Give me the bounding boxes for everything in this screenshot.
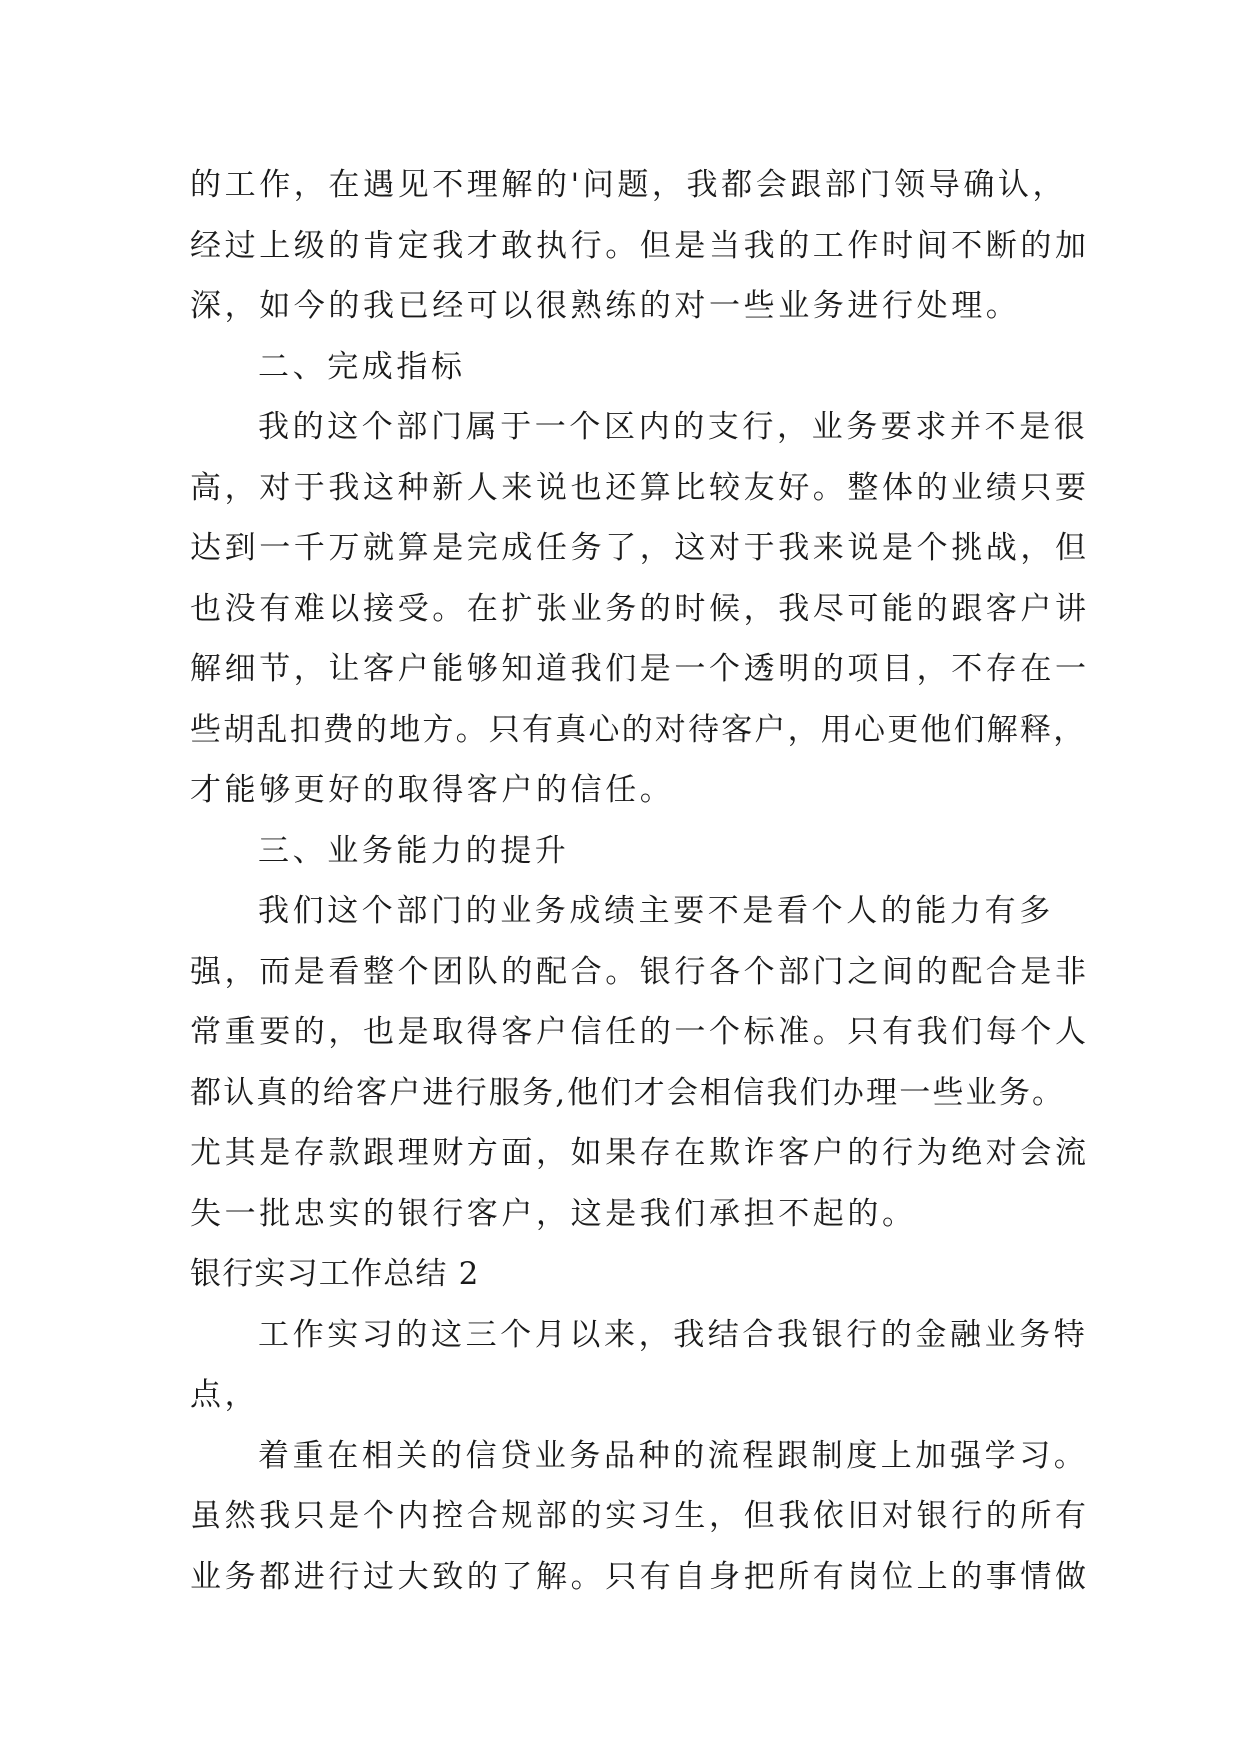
paragraph-line: 些胡乱扣费的地方。只有真心的对待客户，用心更他们解释， <box>190 711 1087 748</box>
paragraph-line: 虽然我只是个内控合规部的实习生，但我依旧对银行的所有 <box>190 1498 1090 1534</box>
paragraph-line: 工作实习的这三个月以来，我结合我银行的金融业务特 <box>258 1316 1089 1353</box>
paragraph-line: 业务都进行过大致的了解。只有自身把所有岗位上的事情做 <box>190 1558 1090 1595</box>
paragraph-line: 着重在相关的信贷业务品种的流程跟制度上加强学习。 <box>258 1437 1089 1474</box>
paragraph-line: 解细节，让客户能够知道我们是一个透明的项目，不存在一 <box>190 651 1090 687</box>
paragraph-line: 失一批忠实的银行客户，这是我们承担不起的。 <box>190 1195 917 1232</box>
paragraph-line: 高，对于我这种新人来说也还算比较友好。整体的业绩只要 <box>190 469 1090 506</box>
paragraph-line: 强，而是看整个团队的配合。银行各个部门之间的配合是非 <box>190 953 1090 990</box>
paragraph-line: 经过上级的肯定我才敢执行。但是当我的工作时间不断的加 <box>190 227 1090 264</box>
paragraph-line: 都认真的给客户进行服务,他们才会相信我们办理一些业务。 <box>190 1074 1066 1111</box>
paragraph-line: 也没有难以接受。在扩张业务的时候，我尽可能的跟客户讲 <box>190 590 1090 627</box>
paragraph-line: 尤其是存款跟理财方面，如果存在欺诈客户的行为绝对会流 <box>190 1135 1090 1171</box>
paragraph-line: 点， <box>190 1377 260 1413</box>
paragraph-line: 达到一千万就算是完成任务了，这对于我来说是个挑战，但 <box>190 530 1090 566</box>
document-body <box>190 159 1090 1611</box>
section-heading: 二、完成指标 <box>258 348 466 385</box>
paragraph-line: 我的这个部门属于一个区内的支行，业务要求并不是很 <box>258 409 1089 445</box>
paragraph-line: 深，如今的我已经可以很熟练的对一些业务进行处理。 <box>190 288 1021 324</box>
paragraph-line: 常重要的，也是取得客户信任的一个标准。只有我们每个人 <box>190 1014 1090 1050</box>
section-heading: 三、业务能力的提升 <box>258 832 570 869</box>
article-title: 银行实习工作总结 2 <box>190 1256 480 1292</box>
paragraph-line: 我们这个部门的业务成绩主要不是看个人的能力有多 <box>258 893 1054 929</box>
paragraph-line: 的工作，在遇见不理解的'问题，我都会跟部门领导确认， <box>190 167 1068 203</box>
paragraph-line: 才能够更好的取得客户的信任。 <box>190 772 675 808</box>
